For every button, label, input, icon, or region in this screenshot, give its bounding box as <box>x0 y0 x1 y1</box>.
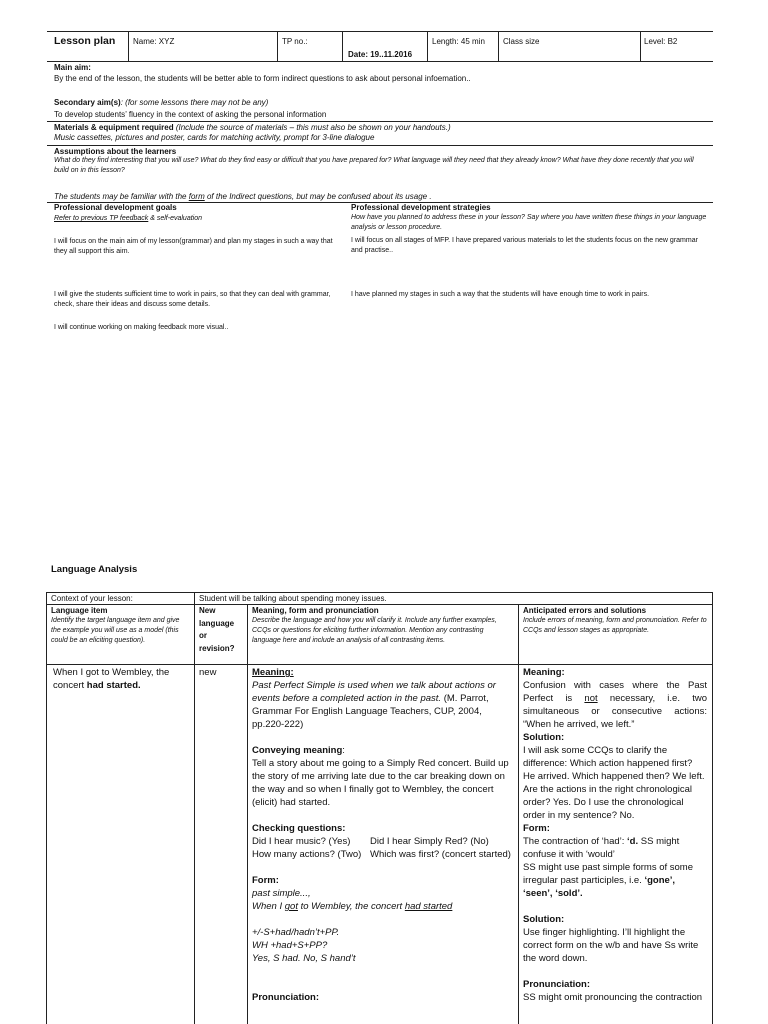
err-pronunciation-text: SS might omit pronouncing the contraction <box>523 992 703 1003</box>
checking-questions-label: Checking questions: <box>252 823 346 834</box>
form-example: When I got to Wembley, the concert had started <box>252 901 453 912</box>
assumptions-prompt: What do they find interesting that you will use? What do they find easy or difficult that you have prepared for? What language will they need that they already know? What have they done recently that you will build on in this lesson? <box>54 157 694 174</box>
header-divider <box>128 31 129 62</box>
pd-strategy-2: I have planned my stages in such a way that the students will have enough time to work in pairs. <box>351 291 650 298</box>
date-field: Date: 19..11.2016 <box>348 50 413 59</box>
assumptions-text <box>54 191 704 202</box>
checking-questions-row <box>252 835 514 848</box>
secondary-aim-text: To develop students’ fluency in the context of asking the personal information <box>54 110 327 119</box>
conveying-meaning-text: Tell a story about me going to a Simply Red concert. Build up the story of me arriving late due to the car breaking down on the way and so when I finally got to Wembley, the concert (elicit) had started. <box>252 758 509 808</box>
err-meaning-label: Meaning: <box>523 667 565 678</box>
pd-goal-2: I will give the students sufficient time to work in pairs, so that they can deal with grammar, check, share their ideas and discuss some details. <box>54 291 331 308</box>
pronunciation-label: Pronunciation: <box>252 992 320 1003</box>
pd-strategies-prompt: How have you planned to address these in your lesson? Say where you have written these things in your language analysis or lesson procedure. <box>351 214 707 231</box>
pd-goals-ref-link: Refer to previous TP feedback <box>54 215 149 222</box>
header-divider <box>498 31 499 62</box>
conveying-meaning-label: Conveying meaning: <box>252 745 345 756</box>
la-table-border <box>712 592 713 1024</box>
level-field: Level: B2 <box>644 37 678 46</box>
form-line: WH +had+S+PP? <box>252 940 328 951</box>
main-aim-label: Main aim: <box>54 63 91 72</box>
assumptions-text-post: of the Indirect questions, but may be confused about its usage . <box>204 192 432 201</box>
context-label: Context of your lesson: <box>51 594 133 603</box>
secondary-aim-note: : (for some lessons there may not be any) <box>120 98 269 107</box>
form-line: past simple..., <box>252 888 311 899</box>
pd-goal-1: I will focus on the main aim of my lesson(grammar) and plan my stages in such a way that they all support this aim. <box>54 238 333 255</box>
form-line: +/-S+had/hadn’t+PP. <box>252 927 340 938</box>
assumptions-label: Assumptions about the learners <box>54 147 177 156</box>
err-solution-text: Use finger highlighting. I’ll highlight the correct form on the w/b and have Ss write the word down. <box>523 927 699 964</box>
err-pronunciation-label: Pronunciation: <box>523 979 591 990</box>
pd-strategy-1: I will focus on all stages of MFP. I have prepared various materials to let the students focus on the new grammar and practise.. <box>351 237 698 254</box>
header-bottom-border <box>47 61 713 62</box>
context-text: Student will be talking about spending money issues. <box>199 594 387 603</box>
err-solution-label: Solution: <box>523 914 565 925</box>
materials-note: (Include the source of materials – this must also be shown on your handouts.) <box>173 123 451 132</box>
header-divider <box>277 31 278 62</box>
assumptions-text-form: form <box>188 192 205 201</box>
language-analysis-title: Language Analysis <box>51 564 138 575</box>
err-solution-label: Solution: <box>523 732 565 743</box>
header-divider <box>640 31 641 62</box>
err-form-text: The contraction of ‘had’: ‘d. SS might confuse it with ‘would’ <box>523 836 680 860</box>
col-meaning-form-pron: Meaning, form and pronunciation <box>252 606 379 615</box>
meaning-text: Past Perfect Simple is used when we talk about actions or events before a completed action in the past. (M. Parrot, Grammar For English Language Teachers, CUP, 2004, pp.220-222) <box>252 680 496 730</box>
pd-goals-ref <box>54 214 344 224</box>
materials-label: Materials & equipment required <box>54 123 174 132</box>
col-new-language: New language or revision? <box>199 606 235 653</box>
main-aim-text: By the end of the lesson, the students will be better able to form indirect questions to ask about personal infoemation.. <box>54 74 471 83</box>
new-or-revision: new <box>199 667 217 678</box>
pd-goal-3: I will continue working on making feedback more visual.. <box>54 324 229 331</box>
name-field: Name: XYZ <box>133 37 175 46</box>
header-top-border <box>47 31 713 32</box>
col-meaning-form-pron-note: Describe the language and how you will clarify it. Include any further examples, CCQs or questions for eliciting further information. Mention any contrasting language here and include an analysis of all contrasting items. <box>252 617 497 644</box>
err-form-label: Form: <box>523 823 550 834</box>
checking-question: How many actions? (Two) <box>252 849 362 860</box>
la-table-border <box>46 592 47 1024</box>
materials-text: Music cassettes, pictures and poster, cards for matching activity, prompt for 3-line dialogue <box>54 133 375 142</box>
la-table-border <box>194 592 195 1024</box>
col-language-item: Language item <box>51 606 108 615</box>
pd-goals-label: Professional development goals <box>54 203 177 212</box>
err-meaning-text: Confusion with cases where the Past Perfect is not necessary, i.e. two simultaneous or consecutive actions: “When he arrived, we left.” <box>523 680 707 730</box>
la-table-border <box>247 604 248 1024</box>
col-language-item-note: Identify the target language item and give the example you will use as a model (this could be an eliciting question). <box>51 617 180 644</box>
pd-goals-ref-rest: & self-evaluation <box>148 215 202 222</box>
lesson-plan-title: Lesson plan <box>54 35 116 47</box>
form-line: Yes, S had. No, S hand’t <box>252 953 356 964</box>
language-item-example: When I got to Wembley, the concert had started. <box>53 667 170 691</box>
form-label: Form: <box>252 875 279 886</box>
errors-content <box>523 666 707 1004</box>
secondary-aim <box>54 97 704 108</box>
col-errors-solutions: Anticipated errors and solutions <box>523 606 647 615</box>
la-table-border <box>518 604 519 1024</box>
mfp-content <box>252 666 514 1004</box>
meaning-label: Meaning: <box>252 667 294 678</box>
pd-strategies-label: Professional development strategies <box>351 203 491 212</box>
secondary-aim-label: Secondary aim(s) <box>54 98 121 107</box>
header-divider <box>427 31 428 62</box>
col-errors-solutions-note: Include errors of meaning, form and pronunciation. Refer to CCQs and lesson stages as appropriate. <box>523 617 707 634</box>
err-solution-text: I will ask some CCQs to clarify the difference: Which action happened first? He arrived. Which happened then? We left. Are the actions in the right chronological order? Yes. Do I use the chronological order in my sentence? No. <box>523 745 705 821</box>
err-form-text: SS might use past simple forms of some irregular past participles, i.e. ‘gone’, ‘seen’, ‘sold’. <box>523 862 694 899</box>
assumptions-text-pre: The students may be familiar with the <box>54 192 189 201</box>
tp-no-field: TP no.: <box>282 37 308 46</box>
checking-question: Which was first? (concert started) <box>370 849 511 860</box>
la-table-border <box>46 664 713 665</box>
checking-question: Did I hear Simply Red? (No) <box>370 836 489 847</box>
checking-questions-row <box>252 848 514 861</box>
checking-question: Did I hear music? (Yes) <box>252 836 351 847</box>
length-field: Length: 45 min <box>432 37 485 46</box>
header-divider <box>342 31 343 62</box>
class-size-field: Class size <box>503 37 540 46</box>
